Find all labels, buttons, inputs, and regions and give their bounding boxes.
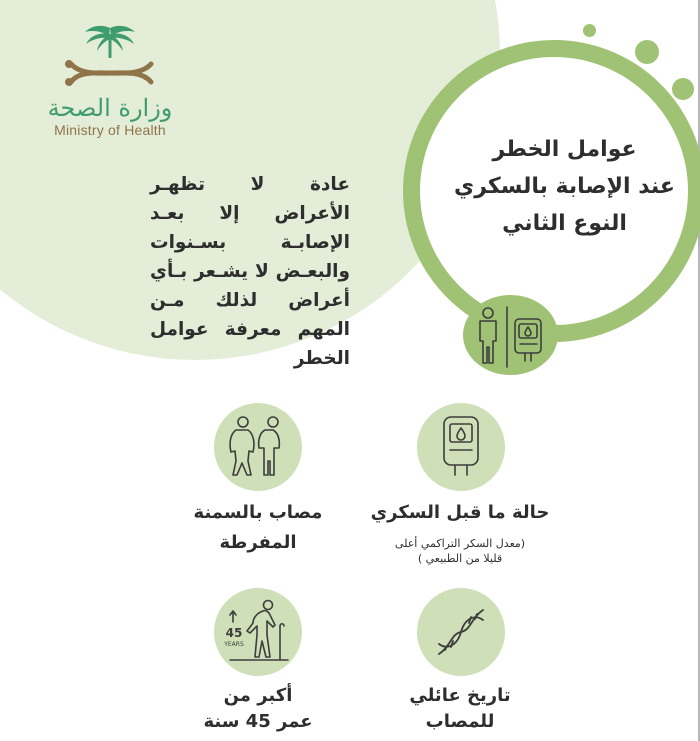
glucometer-icon xyxy=(417,403,505,491)
prediabetes-note-line-2: قليلا من الطبيعي ) xyxy=(417,552,503,565)
title-line-3: النوع الثاني xyxy=(502,211,627,236)
prediabetes-note-line-1: (معدل السكر التراكمي أعلى xyxy=(394,537,526,550)
decorative-dot-large xyxy=(635,40,659,64)
palm-swords-emblem-icon xyxy=(55,20,165,90)
obesity-label-line-2: المفرطة xyxy=(219,532,297,553)
age-icon-number: 45 xyxy=(225,626,243,640)
ministry-logo xyxy=(35,20,185,138)
prediabetes-label: حالة ما قبل السكري xyxy=(370,502,550,523)
age-label-line-1: أكبر من xyxy=(223,685,293,706)
obesity-label-line-1: مصاب بالسمنة xyxy=(193,502,323,523)
title-line-1: عوامل الخطر xyxy=(492,137,637,162)
page-title xyxy=(442,131,687,242)
dna-icon xyxy=(417,588,505,676)
logo-arabic-name: وزارة الصحة xyxy=(47,94,173,122)
obesity-factor-circle xyxy=(214,403,302,491)
glucometer-factor-circle xyxy=(417,403,505,491)
family-history-label-line-1: تاريخ عائلي xyxy=(409,685,511,706)
decorative-dot-small xyxy=(583,24,596,37)
age-factor-circle xyxy=(214,588,302,676)
age-icon-unit: YEARS xyxy=(224,641,244,648)
family-history-label-line-2: للمصاب xyxy=(425,711,495,732)
obese-people-icon xyxy=(214,403,302,491)
decorative-dot-medium xyxy=(672,78,694,100)
dna-factor-circle xyxy=(417,588,505,676)
person-glucometer-icon xyxy=(463,295,558,375)
age-label-line-2: عمر 45 سنة xyxy=(203,711,313,732)
title-line-2: عند الإصابة بالسكري xyxy=(454,174,675,199)
logo-english-name: Ministry of Health xyxy=(54,122,166,138)
intro-paragraph: عادة لا تظهـر الأعراض إلا بعـد الإصابـة بسـنوات والبعـض لا يشـعر بـأي أعراض لذلك مـن المهم معرفة عوامل الخطر xyxy=(150,174,350,369)
